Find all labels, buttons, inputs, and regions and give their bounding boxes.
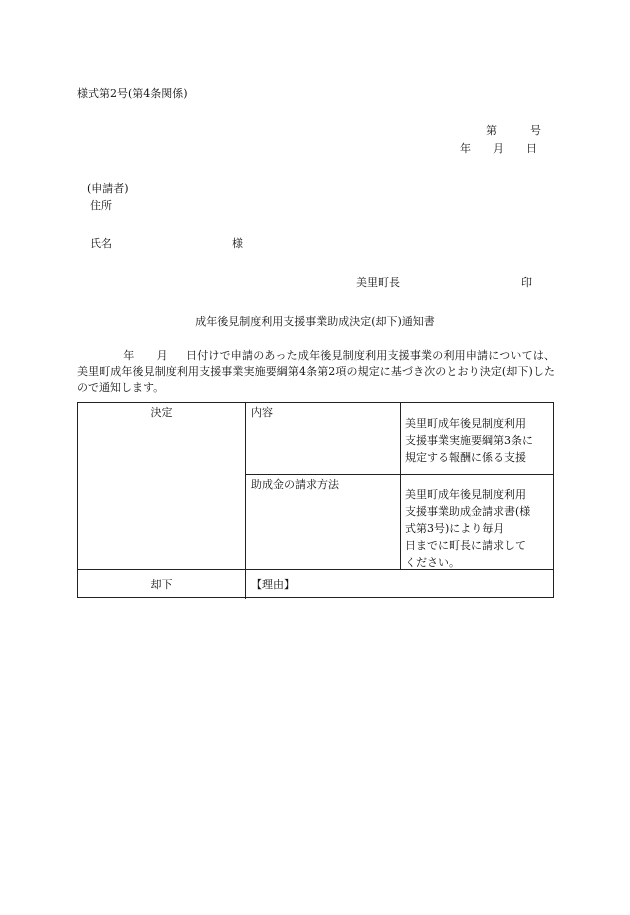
issue-date: 年 月 日 [460, 142, 537, 155]
decision-label: 決定 [150, 406, 173, 419]
decision-table [77, 402, 554, 598]
issuer-mayor: 美里町長 [356, 276, 400, 289]
form-number: 様式第2号(第4条関係) [77, 87, 188, 100]
document-number: 第 号 [486, 124, 541, 137]
method-line: ください。 [405, 556, 460, 569]
reject-label: 却下 [150, 578, 173, 591]
method-line: 式第3号)により毎月 [405, 522, 505, 535]
document-title: 成年後見制度利用支援事業助成決定(却下)通知書 [195, 315, 435, 328]
method-line: 美里町成年後見制度利用 [405, 488, 526, 501]
body-year: 年 [123, 349, 135, 362]
name-label: 氏名 [90, 237, 112, 250]
body-text: 日付けで申請のあった成年後見制度利用支援事業の利用申請については、美里町成年後見制度利用支援事業実施要綱第4条第2項の規定に基づき次のとおり決定(却下)したので通知します。 [77, 349, 556, 394]
method-line: 日までに町長に請求して [405, 539, 526, 552]
body-paragraph [77, 348, 555, 396]
method-line: 支援事業助成金請求書(様 [405, 505, 531, 518]
payment-method-label: 助成金の請求方法 [251, 478, 339, 491]
reason-label: 【理由】 [251, 578, 295, 591]
content-label: 内容 [251, 406, 273, 419]
applicant-label: (申請者) [87, 182, 129, 195]
content-line: 支援事業実施要綱第3条に [405, 434, 533, 447]
seal-mark: 印 [521, 276, 532, 289]
address-label: 住所 [90, 199, 112, 212]
honorific: 様 [232, 237, 243, 250]
content-line: 規定する報酬に係る支援 [405, 451, 526, 464]
content-line: 美里町成年後見制度利用 [405, 417, 526, 430]
body-month: 月 [156, 349, 168, 362]
